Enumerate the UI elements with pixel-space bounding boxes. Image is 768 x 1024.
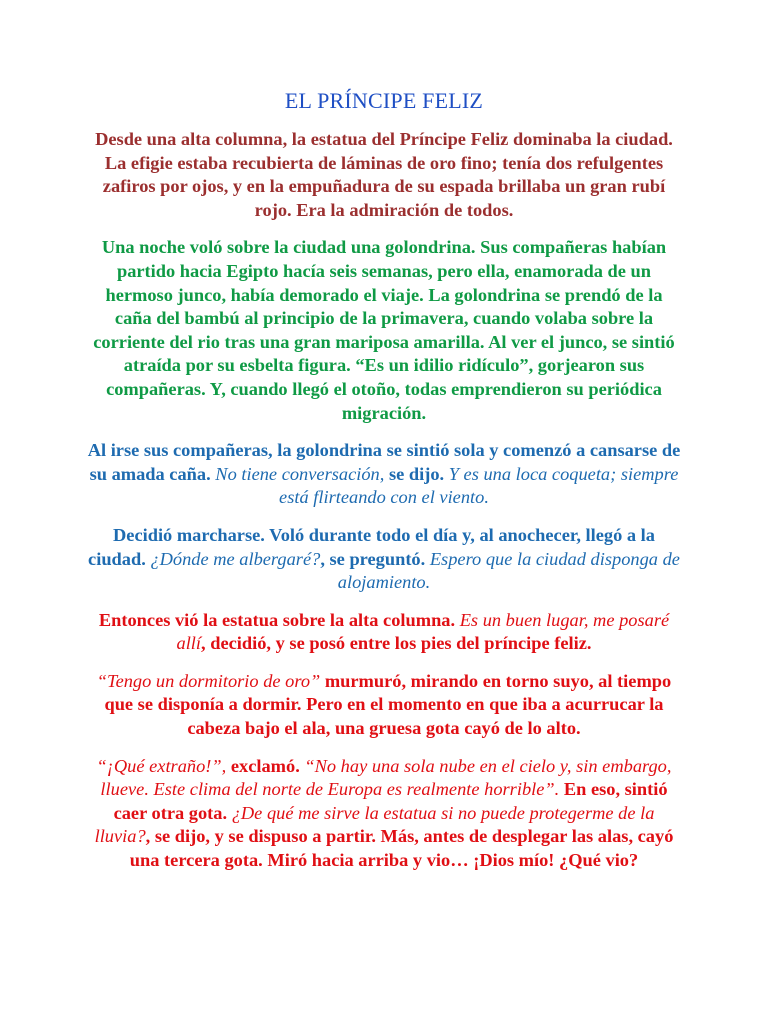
paragraph-6	[86, 670, 682, 741]
italic-text-segment: “No hay una sola nube en el cielo y, sin embargo, llueve. Este clima del norte de Europa es realmente horrible”.	[100, 755, 672, 800]
text-segment: Decidió marcharse. Voló durante todo el día y, al anochecer, llegó a la ciudad.	[88, 524, 655, 569]
paragraph-2	[86, 236, 682, 425]
italic-text-segment: “¡Qué extraño!”,	[96, 755, 227, 776]
italic-text-segment: ¿Dónde me albergaré?	[150, 548, 321, 569]
text-segment: murmuró, mirando en torno suyo, al tiempo que se disponía a dormir. Pero en el momento en que iba a acurrucar la cabeza bajo el ala, una gruesa gota cayó de lo alto.	[104, 670, 672, 739]
paragraph-3	[86, 439, 682, 510]
document-body	[86, 128, 682, 873]
text-segment: Al irse sus compañeras, la golondrina se sintió sola y comenzó a cansarse de su amada caña.	[87, 440, 681, 484]
paragraph-4	[86, 524, 682, 595]
text-segment: Entonces vió la estatua sobre la alta columna.	[98, 609, 460, 630]
paragraph-5	[86, 609, 682, 656]
italic-text-segment: ¿De qué me sirve la estatua si no puede protegerme de la lluvia?	[94, 802, 655, 847]
text-segment: , decidió, y se posó entre los pies del príncipe feliz.	[201, 633, 592, 654]
italic-text-segment: “Tengo un dormitorio de oro”	[96, 670, 321, 691]
paragraph-1	[86, 128, 682, 222]
italic-text-segment: No tiene conversación,	[215, 463, 385, 484]
italic-text-segment: Espero que la ciudad disponga de alojamiento.	[337, 548, 680, 593]
text-segment: En eso, sintió caer otra gota.	[113, 779, 668, 823]
paragraph-7	[86, 755, 682, 873]
italic-text-segment: Y es una loca coqueta; siempre está flirteando con el viento.	[279, 463, 679, 508]
text-segment: Desde una alta columna, la estatua del Príncipe Feliz dominaba la ciudad. La efigie estaba recubierta de láminas de oro fino; tenía dos refulgentes zafiros por ojos, y en la empuñadura de su espada brillaba un gran rubí rojo. Era la admiración de todos.	[95, 129, 673, 220]
text-segment: , se preguntó.	[320, 548, 430, 569]
italic-text-segment: Es un buen lugar, me posaré allí	[176, 609, 670, 654]
text-segment: exclamó.	[226, 755, 305, 776]
text-segment: , se dijo, y se dispuso a partir. Más, antes de desplegar las alas, cayó una tercera gota. Miró hacia arriba y vio… ¡Dios mío! ¿Qué vio?	[129, 826, 674, 871]
text-segment: Una noche voló sobre la ciudad una golondrina. Sus compañeras habían partido hacia Egipto hacía seis semanas, pero ella, enamorada de un hermoso junco, había demorado el viaje. La golondrina se prendó de la caña del bambú al principio de la primavera, cuando volaba sobre la corriente del rio tras una gran mariposa amarilla. Al ver el junco, se sintió atraída por su esbelta figura. “Es un idilio ridículo”, gorjearon sus compañeras. Y, cuando llegó el otoño, todas emprendieron su periódica migración.	[93, 237, 675, 423]
document-title: EL PRÍNCIPE FELIZ	[284, 88, 484, 113]
text-segment: se dijo.	[384, 463, 449, 484]
